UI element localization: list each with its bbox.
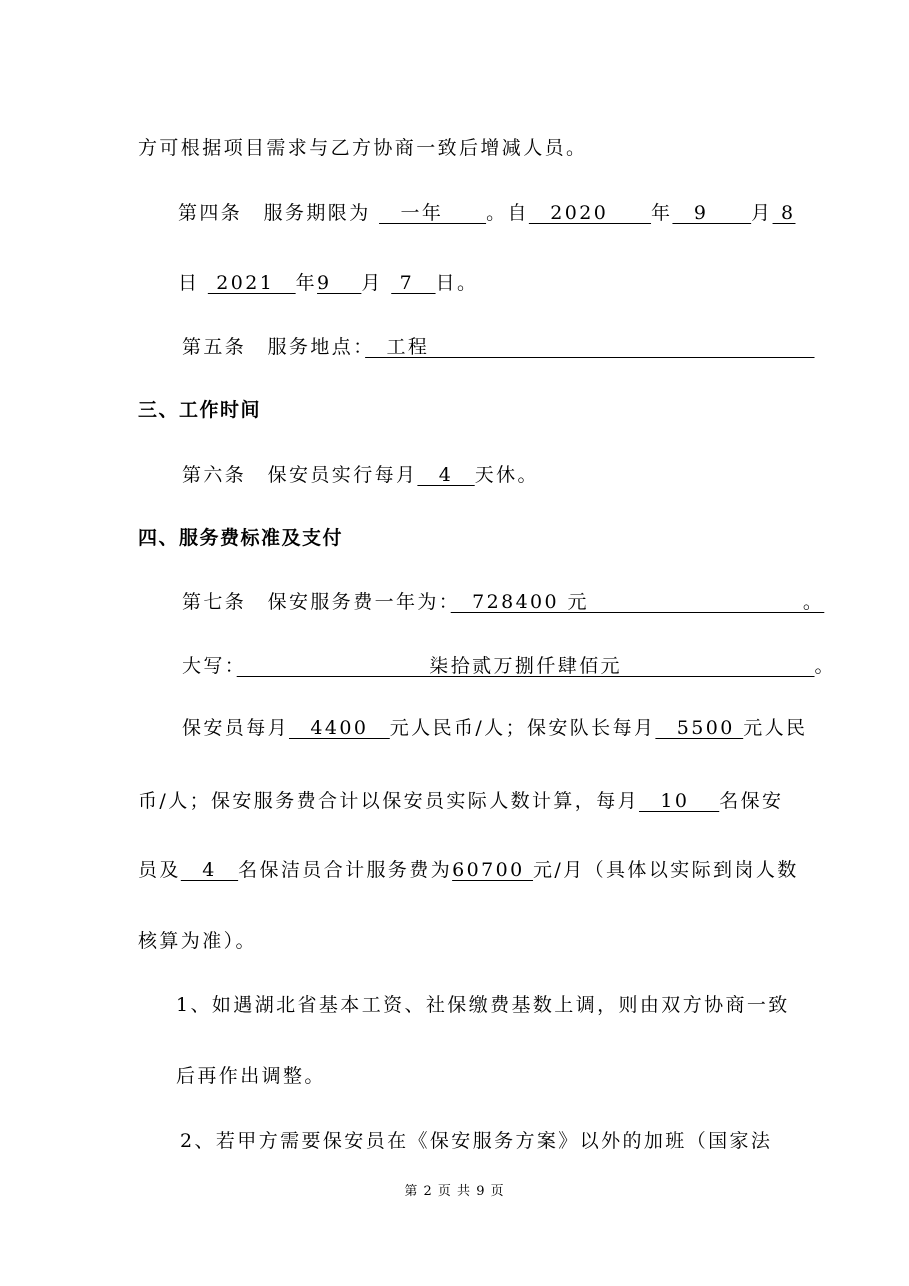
guard-count-value: 10 bbox=[639, 790, 720, 812]
article7-prefix: 第七条 保安服务费一年为： bbox=[182, 591, 451, 613]
item2-text-a: 2、若甲方需要保安员在《保安服务方案》以外的加班（国家法 bbox=[180, 1130, 773, 1152]
fees-line-3 bbox=[0, 858, 909, 882]
fees-text-a: 保安员每月 bbox=[182, 717, 290, 739]
fees-line-4 bbox=[0, 929, 909, 953]
text-line1: 方可根据项目需求与乙方协商一致后增减人员。 bbox=[138, 137, 588, 159]
service-place-value: 工程 bbox=[365, 336, 815, 358]
article6-line bbox=[0, 463, 909, 487]
cleaner-count-value: 4 bbox=[180, 859, 239, 881]
fees-text-b: 元人民币/人；保安队长每月 bbox=[389, 717, 656, 739]
article7-line bbox=[0, 590, 909, 614]
article4-prefix: 第四条 服务期限为 bbox=[178, 202, 380, 224]
page-footer bbox=[0, 1180, 909, 1199]
capital-prefix: 大写： bbox=[182, 655, 237, 677]
item1-line-1 bbox=[0, 993, 909, 1017]
section4-title: 四、服务费标准及支付 bbox=[138, 527, 344, 549]
section3-heading bbox=[0, 398, 909, 422]
monthly-total-value: 60700 bbox=[452, 859, 534, 881]
capital-amount-line bbox=[0, 654, 909, 678]
fees-text-i: 核算为准）。 bbox=[138, 930, 257, 952]
article6-prefix: 第六条 保安员实行每月 bbox=[182, 464, 418, 486]
section3-title: 三、工作时间 bbox=[138, 399, 262, 421]
fees-text-c: 元人民 bbox=[743, 717, 808, 739]
rest-days-value: 4 bbox=[417, 464, 475, 486]
captain-rate-value: 5500 bbox=[655, 717, 744, 739]
item1-text-b: 后再作出调整。 bbox=[176, 1065, 326, 1087]
service-term-value: 一年 bbox=[379, 202, 487, 224]
article4-line-2 bbox=[0, 271, 909, 295]
start-day-value: 8 bbox=[772, 202, 796, 224]
guard-rate-value: 4400 bbox=[289, 717, 390, 739]
fees-text-h: 元/月（具体以实际到岗人数 bbox=[533, 859, 799, 881]
fees-line-1 bbox=[0, 716, 909, 740]
section4-heading bbox=[0, 526, 909, 550]
year-char: 年 bbox=[651, 202, 673, 224]
capital-amount-value: 柒拾贰万捌仟肆佰元 bbox=[236, 655, 815, 677]
page-number-label: 第 2 页 共 9 页 bbox=[404, 1184, 505, 1199]
fees-text-f: 员及 bbox=[138, 859, 181, 881]
article5-line bbox=[0, 335, 909, 359]
fees-text-d: 币/人；保安服务费合计以保安员实际人数计算，每月 bbox=[138, 790, 640, 812]
end-month-value: 9 bbox=[317, 272, 362, 294]
start-year-value: 2020 bbox=[528, 202, 652, 224]
fees-line-2 bbox=[0, 789, 909, 813]
month-char: 月 bbox=[751, 202, 773, 224]
article4-end: 日。 bbox=[435, 272, 479, 294]
item2-line-1 bbox=[0, 1129, 909, 1153]
day-char: 日 bbox=[178, 272, 208, 294]
paragraph-line-1 bbox=[0, 136, 909, 160]
article4-line-1 bbox=[0, 201, 909, 225]
end-year-value: 2021 bbox=[207, 272, 296, 294]
annual-fee-value: 728400 元 。 bbox=[450, 591, 825, 613]
article6-suffix: 天休。 bbox=[474, 464, 539, 486]
article4-from: 。自 bbox=[486, 202, 529, 224]
end-day-value: 7 bbox=[391, 272, 436, 294]
year-char-2: 年 bbox=[295, 272, 318, 294]
fees-text-e: 名保安 bbox=[719, 790, 784, 812]
item1-line-2 bbox=[0, 1064, 909, 1088]
capital-end: 。 bbox=[814, 655, 836, 677]
fees-text-g: 名保洁员合计服务费为 bbox=[238, 859, 453, 881]
article5-prefix: 第五条 服务地点： bbox=[182, 336, 366, 358]
month-char-2: 月 bbox=[361, 272, 383, 294]
item1-text-a: 1、如遇湖北省基本工资、社保缴费基数上调，则由双方协商一致 bbox=[176, 994, 790, 1016]
start-month-value: 9 bbox=[672, 202, 752, 224]
